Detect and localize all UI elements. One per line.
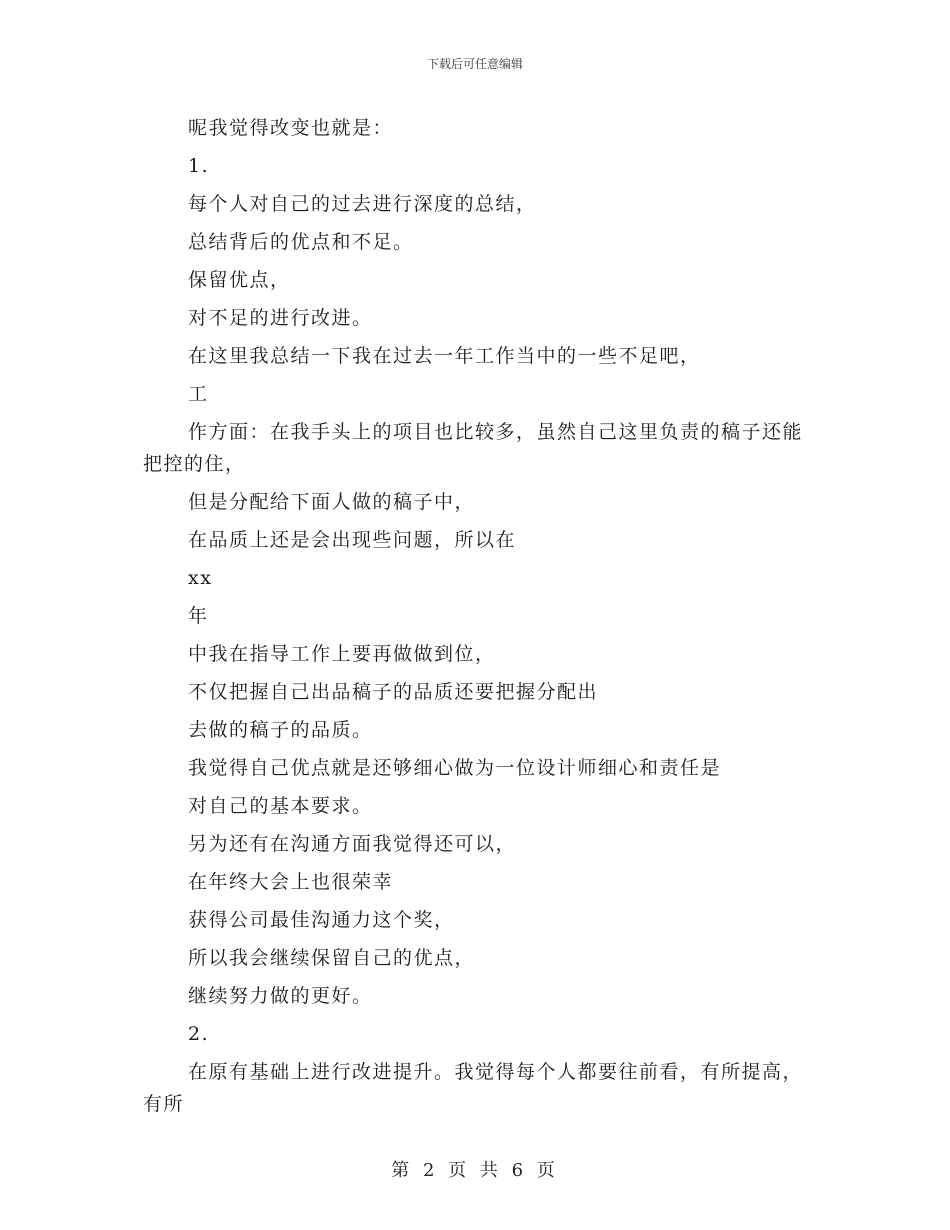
paragraph: 去做的稿子的品质。 (188, 719, 373, 741)
paragraph: 总结背后的优点和不足。 (188, 231, 414, 253)
paragraph: 对不足的进行改进。 (188, 307, 373, 329)
paragraph: 1. (188, 155, 210, 177)
paragraph: 2. (188, 1023, 210, 1045)
paragraph: 获得公司最佳沟通力这个奖， (188, 909, 455, 931)
paragraph: 工 (188, 383, 209, 405)
paragraph: 年 (188, 605, 209, 627)
paragraph: 在原有基础上进行改进提升。我觉得每个人都要往前看，有所提高，有所 (143, 1061, 804, 1115)
document-body (143, 112, 813, 1126)
page-number-footer: 第 2 页 共 6 页 (391, 1160, 559, 1181)
paragraph: 在年终大会上也很荣幸 (188, 871, 394, 893)
paragraph: 不仅把握自己出品稿子的品质还要把握分配出 (188, 681, 599, 703)
paragraph: 呢我觉得改变也就是： (188, 117, 394, 139)
paragraph: 另为还有在沟通方面我觉得还可以， (188, 833, 517, 855)
paragraph: xx (188, 567, 213, 589)
paragraph: 在这里我总结一下我在过去一年工作当中的一些不足吧， (188, 345, 701, 367)
paragraph: 但是分配给下面人做的稿子中， (188, 491, 476, 513)
paragraph: 作方面：在我手头上的项目也比较多，虽然自己这里负责的稿子还能把控的住， (143, 421, 804, 475)
paragraph: 中我在指导工作上要再做做到位， (188, 643, 496, 665)
paragraph: 对自己的基本要求。 (188, 795, 373, 817)
paragraph: 保留优点， (188, 269, 291, 291)
paragraph: 每个人对自己的过去进行深度的总结， (188, 193, 537, 215)
paragraph: 继续努力做的更好。 (188, 985, 373, 1007)
paragraph: 在品质上还是会出现些问题，所以在 (188, 529, 517, 551)
paragraph: 所以我会继续保留自己的优点， (188, 947, 476, 969)
paragraph: 我觉得自己优点就是还够细心做为一位设计师细心和责任是 (188, 757, 722, 779)
page-header: 下载后可任意编辑 (426, 57, 523, 71)
